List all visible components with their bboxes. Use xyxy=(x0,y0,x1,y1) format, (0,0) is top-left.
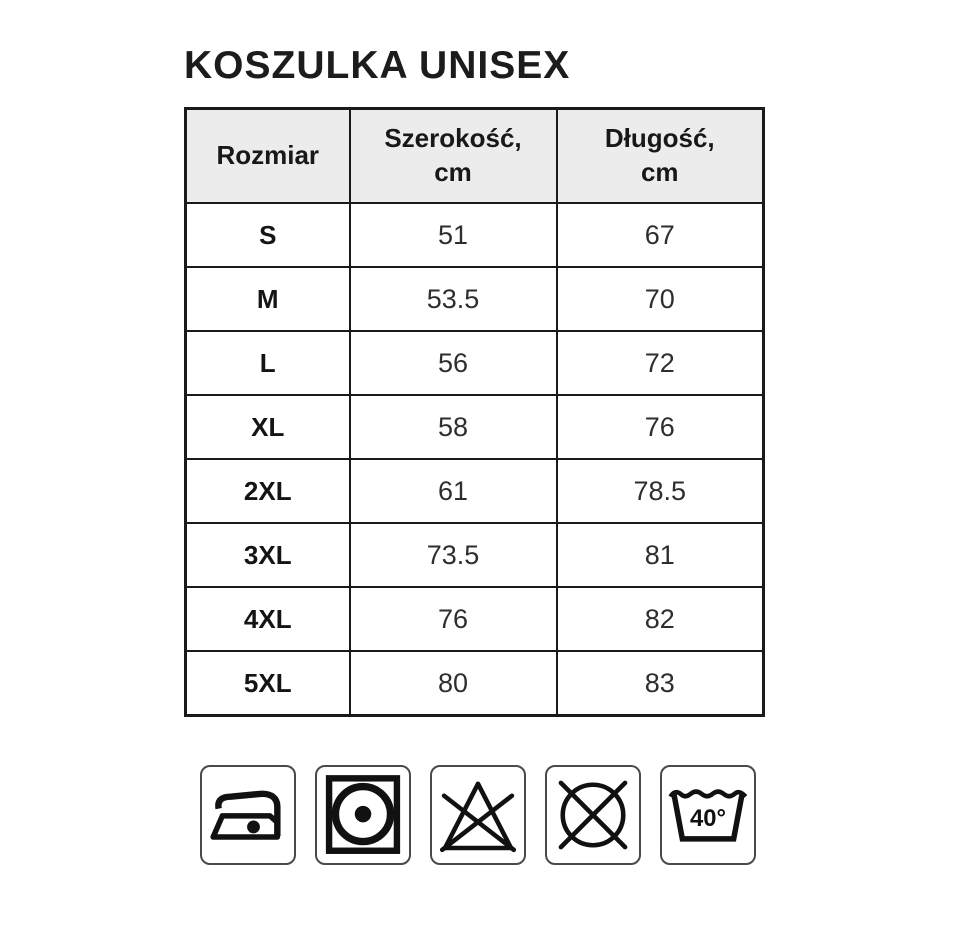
table-row xyxy=(186,395,764,459)
width-cell: 51 xyxy=(350,203,557,267)
size-cell: 4XL xyxy=(186,587,350,651)
table-row xyxy=(186,651,764,716)
length-cell: 82 xyxy=(557,587,764,651)
do-not-dry-clean-icon xyxy=(545,765,641,865)
iron-low-temp-glyph xyxy=(204,769,292,861)
size-cell: S xyxy=(186,203,350,267)
do-not-dry-clean-glyph xyxy=(549,769,637,861)
wash-temp-label: 40° xyxy=(689,805,727,832)
width-cell: 53.5 xyxy=(350,267,557,331)
table-row xyxy=(186,459,764,523)
wash-40-glyph xyxy=(664,769,752,861)
length-cell: 76 xyxy=(557,395,764,459)
column-header-length xyxy=(557,109,764,204)
width-cell: 76 xyxy=(350,587,557,651)
table-row xyxy=(186,331,764,395)
size-cell: L xyxy=(186,331,350,395)
width-cell: 56 xyxy=(350,331,557,395)
column-title: Długość, xyxy=(604,123,715,154)
column-title: Szerokość, xyxy=(384,123,522,154)
header-row xyxy=(186,109,764,204)
table-row xyxy=(186,587,764,651)
width-cell: 58 xyxy=(350,395,557,459)
size-cell: M xyxy=(186,267,350,331)
width-cell: 61 xyxy=(350,459,557,523)
size-cell: 5XL xyxy=(186,651,350,716)
table-row xyxy=(186,267,764,331)
column-unit: cm xyxy=(434,157,472,187)
size-cell: 2XL xyxy=(186,459,350,523)
do-not-bleach-glyph xyxy=(434,769,522,861)
width-cell: 80 xyxy=(350,651,557,716)
length-cell: 83 xyxy=(557,651,764,716)
size-cell: XL xyxy=(186,395,350,459)
size-table-body xyxy=(186,203,764,716)
length-cell: 70 xyxy=(557,267,764,331)
length-cell: 78.5 xyxy=(557,459,764,523)
column-unit: cm xyxy=(640,157,679,187)
length-cell: 81 xyxy=(557,523,764,587)
wash-40-icon xyxy=(660,765,756,865)
size-cell: 3XL xyxy=(186,523,350,587)
table-row xyxy=(186,203,764,267)
do-not-bleach-icon xyxy=(430,765,526,865)
width-cell: 73.5 xyxy=(350,523,557,587)
page-title: KOSZULKA UNISEX xyxy=(184,44,571,87)
tumble-dry-glyph xyxy=(319,769,407,861)
size-table-header xyxy=(186,109,764,204)
tumble-dry-icon xyxy=(315,765,411,865)
length-cell: 72 xyxy=(557,331,764,395)
size-table xyxy=(184,107,765,717)
column-header-width xyxy=(350,109,557,204)
column-title: Rozmiar xyxy=(216,140,320,171)
iron-icon xyxy=(200,765,296,865)
table-row xyxy=(186,523,764,587)
column-header-size xyxy=(186,109,350,204)
length-cell: 67 xyxy=(557,203,764,267)
care-icons-row xyxy=(200,765,960,865)
